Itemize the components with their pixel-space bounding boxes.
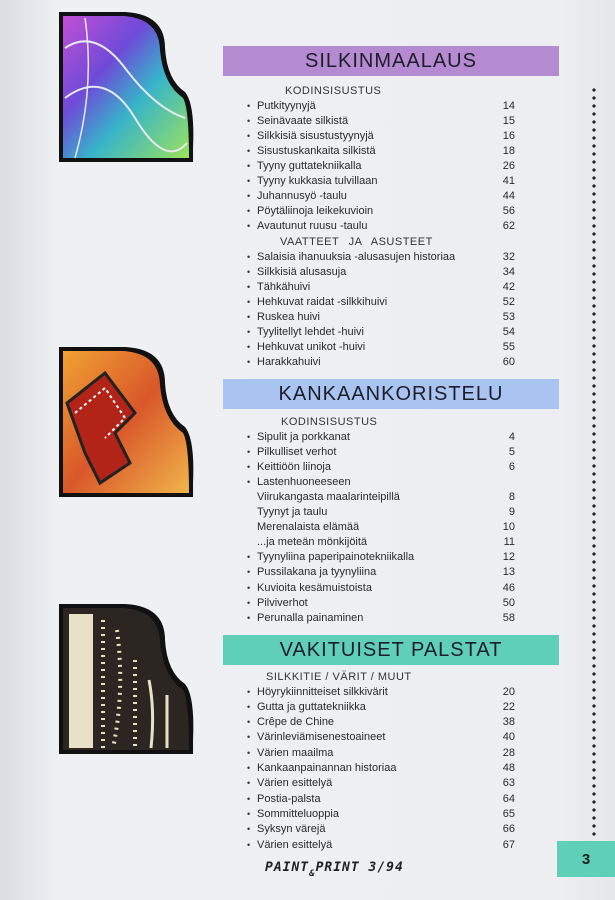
- toc-entry: [247, 279, 515, 294]
- bullet-icon: •: [247, 206, 251, 217]
- toc-entry-title: Pilviverhot: [257, 596, 308, 609]
- bullet-icon: •: [247, 191, 251, 202]
- toc-entry: [247, 822, 515, 837]
- bullet-icon: •: [247, 763, 251, 773]
- toc-entry-title: Tähkähuivi: [257, 280, 311, 293]
- bullet-icon: •: [247, 357, 251, 368]
- toc-entry-title: Pilkulliset verhot: [257, 445, 337, 458]
- toc-entry: [247, 309, 515, 324]
- toc-entry-page: 26: [502, 159, 515, 172]
- toc-entry-title: Värien esittelyä: [257, 838, 333, 851]
- bullet-icon: •: [247, 839, 251, 850]
- toc-entry: [247, 520, 515, 535]
- subheading-silkkitie-varit-muut: SILKKITIE / VÄRIT / MUUT: [266, 671, 412, 683]
- toc-entry: [247, 684, 515, 699]
- toc-entry: [247, 806, 515, 821]
- toc-entry-title: Sommitteluoppia: [257, 807, 339, 820]
- toc-entry-page: 55: [502, 341, 515, 354]
- toc-entry: [247, 459, 515, 474]
- magazine-footer: [265, 860, 404, 879]
- bullet-icon: •: [247, 342, 251, 353]
- toc-entry-title: Sisustuskankaita silkistä: [257, 144, 376, 157]
- toc-entry-page: 42: [502, 280, 515, 293]
- toc-entry-title: Avautunut ruusu -taulu: [257, 220, 368, 233]
- toc-entry: [247, 128, 515, 143]
- toc-entry: [247, 565, 515, 580]
- toc-entry: [247, 294, 515, 309]
- toc-entry: [247, 699, 515, 714]
- toc-entry-title: Keittiöön liinoja: [257, 460, 331, 473]
- toc-entry: [247, 776, 515, 791]
- toc-entry-page: 8: [508, 490, 515, 503]
- bullet-icon: •: [247, 476, 251, 487]
- bullet-icon: •: [247, 612, 251, 623]
- bullet-icon: •: [247, 567, 251, 578]
- bullet-icon: •: [247, 431, 251, 442]
- toc-entry-page: 58: [502, 611, 515, 624]
- bullet-icon: •: [247, 176, 251, 186]
- bullet-icon: •: [247, 311, 251, 322]
- bullet-icon: •: [247, 221, 251, 232]
- toc-entry: [247, 189, 515, 204]
- bullet-icon: •: [247, 130, 251, 141]
- toc-entry-page: 13: [502, 566, 515, 579]
- toc-entry: [247, 730, 515, 745]
- toc-entry-page: 64: [502, 792, 515, 805]
- bullet-icon: •: [247, 251, 251, 262]
- toc-entry: [247, 535, 515, 550]
- toc-entry-title: Silkkisiä sisustustyynyjä: [257, 129, 374, 142]
- toc-entry-title: Merenalaista elämää: [257, 521, 360, 534]
- bullet-icon: •: [247, 145, 251, 156]
- section-header-vakituiset-palstat: VAKITUISET PALSTAT: [223, 635, 559, 665]
- toc-entry: [247, 158, 515, 173]
- toc-entry: [247, 595, 515, 610]
- toc-entry: [247, 264, 515, 279]
- toc-entry-title: Tyynyt ja taulu: [257, 506, 328, 518]
- bullet-icon: •: [247, 461, 251, 472]
- toc-entry: [247, 761, 515, 776]
- toc-entry-title: Viirukangasta maalarinteipillä: [257, 490, 400, 503]
- toc-entry-title: Värinleviämisenestoaineet: [257, 731, 386, 744]
- toc-entry: [247, 610, 515, 625]
- toc-entry-title: Silkkisiä alusasuja: [257, 265, 347, 278]
- toc-entry-title: Seinävaate silkistä: [257, 114, 349, 127]
- toc-entry: [247, 174, 515, 189]
- toc-entry: [247, 580, 515, 595]
- bullet-icon: •: [247, 778, 251, 789]
- toc-entry-page: 10: [502, 521, 515, 534]
- fabric-decoration-thumbnail: [55, 343, 197, 501]
- toc-entry: [247, 444, 515, 459]
- bullet-icon: •: [247, 266, 251, 277]
- toc-entry: [247, 113, 515, 128]
- toc-entry: [247, 249, 515, 264]
- dotted-border: [592, 86, 596, 838]
- toc-entry-page: 50: [502, 596, 515, 609]
- bullet-icon: •: [247, 793, 251, 804]
- bullet-icon: •: [247, 115, 251, 126]
- subheading-kodinsisustus: KODINSISUSTUS: [281, 416, 378, 428]
- toc-entry-page: 28: [502, 746, 515, 759]
- toc-entry: [247, 204, 515, 219]
- toc-entry-page: 14: [502, 99, 515, 112]
- toc-entry-page: 41: [502, 175, 515, 187]
- toc-entry-page: 62: [502, 220, 515, 233]
- bullet-icon: •: [247, 747, 251, 758]
- toc-entry-title: Putkityynyjä: [257, 99, 316, 112]
- section-header-kankaankoristelu: KANKAANKORISTELU: [223, 379, 559, 409]
- toc-entry-page: 46: [502, 581, 515, 594]
- bullet-icon: •: [247, 686, 251, 697]
- toc-entry: [247, 143, 515, 158]
- toc-entry-page: 67: [502, 838, 515, 851]
- toc-entry-page: 38: [502, 716, 515, 729]
- toc-entry-page: 48: [502, 762, 515, 774]
- toc-entry-title: ...ja meteän mönkijöitä: [257, 536, 368, 549]
- toc-entry-title: Postia-palsta: [257, 792, 321, 805]
- toc-entry-title: Pussilakana ja tyynyliina: [257, 566, 377, 579]
- toc-entry-page: 40: [502, 731, 515, 744]
- toc-entry-title: Tyyny guttatekniikalla: [257, 159, 362, 172]
- bullet-icon: •: [247, 582, 251, 593]
- regular-columns-thumbnail: [55, 600, 197, 758]
- subheading-vaatteet-ja-asusteet: VAATTEET JA ASUSTEET: [280, 236, 433, 248]
- toc-entry-page: 32: [502, 250, 515, 263]
- toc-entry-title: Lastenhuoneeseen: [257, 475, 351, 488]
- toc-entry-page: 52: [502, 295, 515, 308]
- toc-entry: [247, 429, 515, 444]
- bullet-icon: •: [247, 808, 251, 819]
- toc-entry-title: Salaisia ihanuuksia -alusasujen historiaa: [257, 250, 456, 263]
- bullet-icon: •: [247, 732, 251, 743]
- toc-entry-page: 16: [502, 129, 515, 142]
- toc-entry: [247, 715, 515, 730]
- bullet-icon: •: [247, 100, 251, 111]
- toc-entry: [247, 745, 515, 760]
- toc-entry-title: Hehkuvat raidat -silkkihuivi: [257, 295, 388, 308]
- bullet-icon: •: [247, 160, 251, 171]
- toc-entry: [247, 355, 515, 370]
- toc-entry-title: Ruskea huivi: [257, 310, 320, 323]
- toc-entry-page: 56: [502, 205, 515, 218]
- toc-entry-title: Höyrykiinnitteiset silkkivärit: [257, 685, 388, 698]
- toc-entry-title: Juhannusyö -taulu: [257, 190, 347, 203]
- bullet-icon: •: [247, 327, 251, 337]
- toc-entry: [247, 325, 515, 340]
- toc-entry-page: 54: [502, 326, 515, 338]
- bullet-icon: •: [247, 717, 251, 728]
- bullet-icon: •: [247, 597, 251, 608]
- bullet-icon: •: [247, 824, 251, 835]
- toc-entry-page: 65: [502, 807, 515, 820]
- toc-entry-page: 5: [508, 445, 515, 458]
- footer-ampersand: &: [309, 869, 316, 879]
- toc-entry-page: 15: [502, 114, 515, 127]
- toc-entry-page: 12: [502, 551, 515, 564]
- toc-entry-page: 18: [502, 144, 515, 157]
- toc-entry-title: Gutta ja guttatekniikka: [257, 700, 366, 713]
- toc-entry: [247, 474, 515, 489]
- toc-entry-page: 63: [502, 777, 515, 790]
- toc-entry-title: Harakkahuivi: [257, 356, 321, 369]
- toc-entry-page: 22: [502, 700, 515, 713]
- bullet-icon: •: [247, 296, 251, 307]
- toc-entry-page: 6: [508, 460, 515, 473]
- footer-brand-print-issue: PRINT 3/94: [315, 860, 404, 875]
- bullet-icon: •: [247, 701, 251, 712]
- bullet-icon: •: [247, 281, 251, 292]
- toc-entry: [247, 98, 515, 113]
- toc-entry-page: 34: [502, 265, 515, 278]
- toc-entry-title: Värien maailma: [257, 746, 334, 759]
- toc-entry-title: Hehkuvat unikot -huivi: [257, 341, 366, 354]
- toc-entry: [247, 219, 515, 234]
- page-number: 3: [557, 841, 615, 877]
- section-header-silkinmaalaus: SILKINMAALAUS: [223, 46, 559, 76]
- toc-entry: [247, 340, 515, 355]
- toc-entry-title: Perunalla painaminen: [257, 611, 364, 624]
- toc-entry-title: Syksyn värejä: [257, 823, 326, 836]
- toc-entry-page: 9: [508, 506, 515, 518]
- toc-entry-title: Kuvioita kesämuistoista: [257, 581, 372, 594]
- toc-entry-title: Sipulit ja porkkanat: [257, 430, 350, 443]
- toc-entry: [247, 837, 515, 852]
- toc-entry-title: Tyynyliina paperipainotekniikalla: [257, 551, 415, 564]
- toc-entry: [247, 791, 515, 806]
- toc-entry: [247, 550, 515, 565]
- toc-entry-title: Pöytäliinoja leikekuvioin: [257, 205, 374, 218]
- toc-entry-title: Tyylitellyt lehdet -huivi: [257, 326, 364, 338]
- toc-entry-title: Crêpe de Chine: [257, 716, 335, 729]
- bullet-icon: •: [247, 446, 251, 457]
- bullet-icon: •: [247, 552, 251, 563]
- toc-entry-page: 20: [502, 685, 515, 698]
- toc-entry-title: Kankaanpainannan historiaa: [257, 762, 397, 774]
- silk-painting-thumbnail: [55, 8, 197, 166]
- toc-entry-page: 66: [502, 823, 515, 836]
- toc-entry: [247, 489, 515, 504]
- toc-entry-title: Värien esittelyä: [257, 777, 333, 790]
- toc-entry-title: Tyyny kukkasia tulvillaan: [257, 175, 378, 187]
- toc-entry-page: 60: [502, 356, 515, 369]
- toc-entry-page: 11: [503, 536, 515, 549]
- toc-entry: [247, 505, 515, 520]
- subheading-kodinsisustus: KODINSISUSTUS: [285, 85, 382, 97]
- footer-brand-paint: PAINT: [265, 860, 310, 875]
- toc-entry-page: 44: [502, 190, 515, 203]
- toc-entry-page: 53: [502, 310, 515, 323]
- toc-entry-page: 4: [508, 430, 515, 443]
